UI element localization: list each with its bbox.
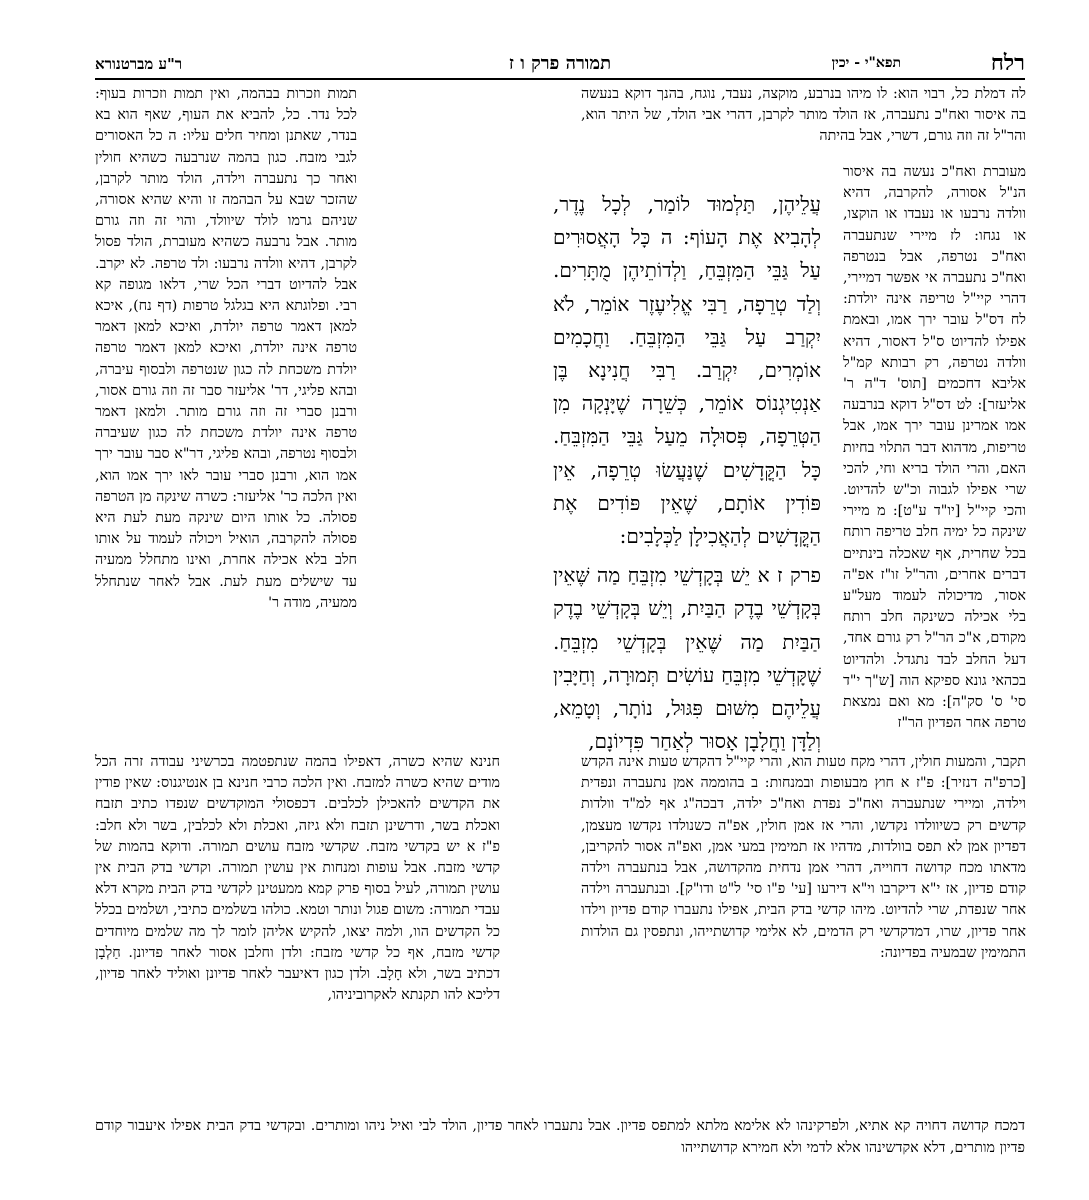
mishnah-ch7: פרק ז א יֵשׁ בְּקָדְשֵׁי מִזְבֵּחַ מַה שֶּׁאֵין בְּקָדְשֵׁי בֶדֶק הַבַּיִת, וְיֵשׁ בְּקָדְשֵׁי בֶדֶק הַבַּיִת מַה שֶּׁאֵין בְּקָדְשֵׁי מִזְבֵּחַ. שֶׁקָּדְשֵׁי מִזְבֵּחַ עוֹשִׂים תְּמוּרָה, וְחַיָּבִין עֲלֵיהֶם מִשּׁוּם פִּגּוּל, נוֹתָר, וְטָמֵא, וְלַדָּן וַחֲלָבָן אָסוּר לְאַחַר פִּדְיוֹנָם, bbox=[553, 563, 821, 754]
mishnah-text-block bbox=[553, 188, 821, 758]
footer-paragraph: דמכח קדושה דחויה קא אתיא, ולפרקינהו לא אלימא מלתא למתפס פדיון. אבל נתעברו לאחר פדיון, הולד לבי ואיל ניהו ומותרים. ובקדשי בדק הבית אפילו איעבור קודם פדיון מותרים, דלא אקדשינהו אלא לדמי ולא חמירא קדושתייהו bbox=[95, 1118, 1025, 1156]
bartenura-text-bottom: חנינא שהיא כשרה, דאפילו בהמה שנתפטמה בכרשיני עבודה זרה הכל מודים שהיא כשרה למזבח. ואין הלכה כרבי חנינא בן אנטיגנוס: שאין פודין את הקדשים להאכילן לכלבים. דכפסולי המוקדשים שנפדו כתיב תזבח ואכלת בשר, ודרשינן תזבח ולא גיזה, ואכלת ולא לכלבין, בשר ולא חלב: פ"ז א יש בקדשי מזבח. שקדשי מזבח עושים תמורה. ודוקא בהמות של קדשי מזבח. אבל עופות ומנחות אין עושין תמורה. וקדשי בדק הבית אין עושין תמורה, לעיל בסוף פרק קמא ממעטינן לקדשי בדק הבית מקרא דלא עבדי תמורה: משום פגול ונותר וטמא. כולהו בשלמים כתיבי, ושלמים בכלל כל הקדשים הוו, ולמה יצאו, להקיש אליהן לומר לך מה שלמים מיוחדים קדשי מזבח, אף כל קדשי מזבח: ולדן וחלבן אסור לאחר פדיונן. חַלְבָן דכתיב בשר, ולא חָלָב. ולדן כגון דאיעבר לאחר פדיונן ואוליד לאחר פדיון, דליכא להו תקנתא לאקרוביניהו, bbox=[95, 754, 500, 1004]
mishnah-separator bbox=[553, 553, 821, 559]
mishnah-ch6: עֲלֵיהֶן, תַּלְמוּד לוֹמַר, לְכָל נֶדֶר, לְהָבִיא אֶת הָעוֹף: ה כָּל הָאֲסוּרִים עַל גַּבֵּי הַמִּזְבֵּחַ, וַלְדוֹתֵיהֶן מֻתָּרִים. וְלַד טְרֵפָה, רַבִּי אֱלִיעֶזֶר אוֹמֵר, לֹא יִקְרַב עַל גַּבֵּי הַמִּזְבֵּחַ. וַחֲכָמִים אוֹמְרִים, יִקְרַב. רַבִּי חֲנִינָא בֶּן אַנְטִיגְנוֹס אוֹמֵר, כְּשֵׁרָה שֶׁיָּנְקָה מִן הַטְּרֵפָה, פְּסוּלָה מֵעַל גַּבֵּי הַמִּזְבֵּחַ. כָּל הַקֳּדָשִׁים שֶׁנַּעֲשׂוּ טְרֵפָה, אֵין פּוֹדִין אוֹתָם, שֶׁאֵין פּוֹדִים אֶת הַקֳּדָשִׁים לְהַאֲכִילָן לַכְּלָבִים: bbox=[553, 192, 821, 549]
yachin-text-side: מעוברת ואח"כ נעשה בה איסור הנ"ל אסורה, להקרבה, דהיא וולדה נרבעו או נעבדו או הוקצו, או נגחו: לז מיירי שנתעברה ואח"כ נטרפה, אבל בנטרפה ואח"כ נתעברה אי אפשר דמיירי, דהרי קיי"ל טריפה אינה יולדת: לח דס"ל עובר ירך אמו, ובאמת אפילו להדיוט ס"ל דאסור, דהיא וולדה נטרפה, רק רבותא קמ"ל אליבא דחכמים [תוס' ד"ה ר' אליעזר]: לט דס"ל דוקא בנרבעה אמו אמרינן עובר ירך אמו, אבל טריפות, מדהוא דבר התלוי בחיות האם, והרי הולד בריא וחי, להכי שרי אפילו לגבוה וכ"ש להדיוט. והכי קיי"ל [יו"ד ע"ט]: מ מיירי שינקה כל ימיה חלב טריפה רותח בכל שחרית, אף שאכלה בינתיים דברים אחרים, והר"ל זו"ז אפ"ה אסור, מדיכולה לעמוד מעל"ע בלי אכילה כשינקה חלב רותח מקודם, א"כ הר"ל רק גורם אחד, דעל החלב לבד נתגדל. ולהדיוט בכהאי גונא ספיקא הוה [ש"ך י"ד סי' ס' סק"ה]: מא ואם נמצאת טרפה אחר הפדיון הר"ז bbox=[843, 164, 1026, 732]
yachin-commentary-bottom bbox=[581, 752, 1026, 964]
commentary-label: ר"ע מברטנורא bbox=[95, 55, 183, 73]
footer-text bbox=[95, 1102, 1025, 1173]
tractate-title: תמורה פרק ו ז bbox=[508, 53, 612, 74]
sub-commentary-label: תפא"י - יכין bbox=[831, 55, 901, 71]
bartenura-commentary-bottom bbox=[95, 752, 500, 1006]
yachin-text-top: לה דמלת כל, רבוי הוא: לו מיהו בנרבע, מוקצה, נעבד, נוגח, בהנך דוקא בנעשה בה איסור ואח"כ נתעברה, אז הולד מותר לקרבן, דהרי אבי הולד, של היתר הוא, והר"ל זה וזה גורם, דשרי, אבל בהיתה bbox=[581, 86, 1026, 145]
bartenura-text-top: תמות וזכרות בבהמה, ואין תמות וזכרות בעוף: לכל נדר. כל, להביא את העוף, שאף הוא בא בנדר, שאתנן ומחיר חלים עליו: ה כל האסורים לגבי מזבח. כגון בהמה שנרבעה כשהיא חולין ואחר כך נתעברה וילדה, הולד מותר לקרבן, שהזכר שבא על הבהמה זו והיא שהיא אסורה, שניהם גרמו לולד שיוולד, והוי זה וזה גורם מותר. אבל נרבעה כשהיא מעוברת, הולד פסול לקרבן, דהיא וולדה נרבעו: ולד טרפה. לא יקרב. אבל להדיוט דברי הכל שרי, דלאו מגופה קא רבי. ופלוגתא היא בגלגל טרפות (דף נח), איכא למאן דאמר טרפה יולדת, ואיכא למאן דאמר טרפה אינה יולדת, ואיכא למאן דאמר טרפה יולדת משכחת לה כגון שנטרפה ולבסוף עיברה, ובהא פליגי, דר' אליעזר סבר זה וזה גורם אסור, ורבנן סברי זה וזה גורם מותר. ולמאן דאמר טרפה אינה יולדת משכחת לה כגון שעיברה ולבסוף נטרפה, ובהא פליגי, דר"א סבר עובר ירך אמו הוא, ורבנן סברי עובר לאו ירך אמו הוא, ואין הלכה כר' אליעזר: כשרה שינקה מן הטרפה פסולה. כל אותו היום שינקה מעת לעת היא פסולה להקרבה, הואיל ויכולה לעמוד על אותו חלב בלא אכילה אחרת, ואינו מתחלל ממעיה עד שישלים מעת לעת. אבל לאחר שנתחלל ממעיה, מודה ר' bbox=[95, 86, 357, 611]
page-header bbox=[95, 50, 1025, 76]
bartenura-commentary-top bbox=[95, 84, 357, 614]
yachin-commentary-side bbox=[843, 162, 1026, 734]
yachin-text-bottom: תקבר, והמעות חולין, דהרי מקח טעות הוא, והרי קיי"ל דהקדש טעות אינה הקדש [כרפ"ה דנזיר]: פ"ז א חוץ מבעופות ובמנחות: ב בהוממה אמן נתעברה ונפדית וילדה, ומיירי שנתעברה ואח"כ נפדת ואח"כ ילדה, דבכה"ג אף למ"ד וולדות קדשים רק כשיוולדו נקדשו, והרי אז אמן חולין, אפ"ה כשנולדו נקדשו מעצמן, דפדיון אמן לא תפס בוולדות, מדהיו אז תמימין במעי אמן, ואפ"ה אסור להקריבן, מדאתו מכח קדושה דחוייה, דהרי אמן נדחית מהקדושה, אבל בנתעברה וילדה קודם פדיון, אז י"א דיקרבו וי"א דירעו [עי' פ"ו סי' ל"ט ודו"ק]. ובנתעברה וילדה אחר שנפדת, שרי להדיוט. מיהו קדשי בדק הבית, אפילו נתעברו קודם פדיון וילדו אחר פדיון, שרו, דמדקדשי רק הדמים, לא אלימי קדושתייהו, ונתפסין גם הולדות התמימין שבמעיה בפדיונה: bbox=[581, 754, 1026, 961]
header-rule bbox=[95, 78, 1025, 80]
yachin-commentary-top bbox=[581, 84, 1026, 148]
page-number: רלח bbox=[990, 50, 1025, 76]
